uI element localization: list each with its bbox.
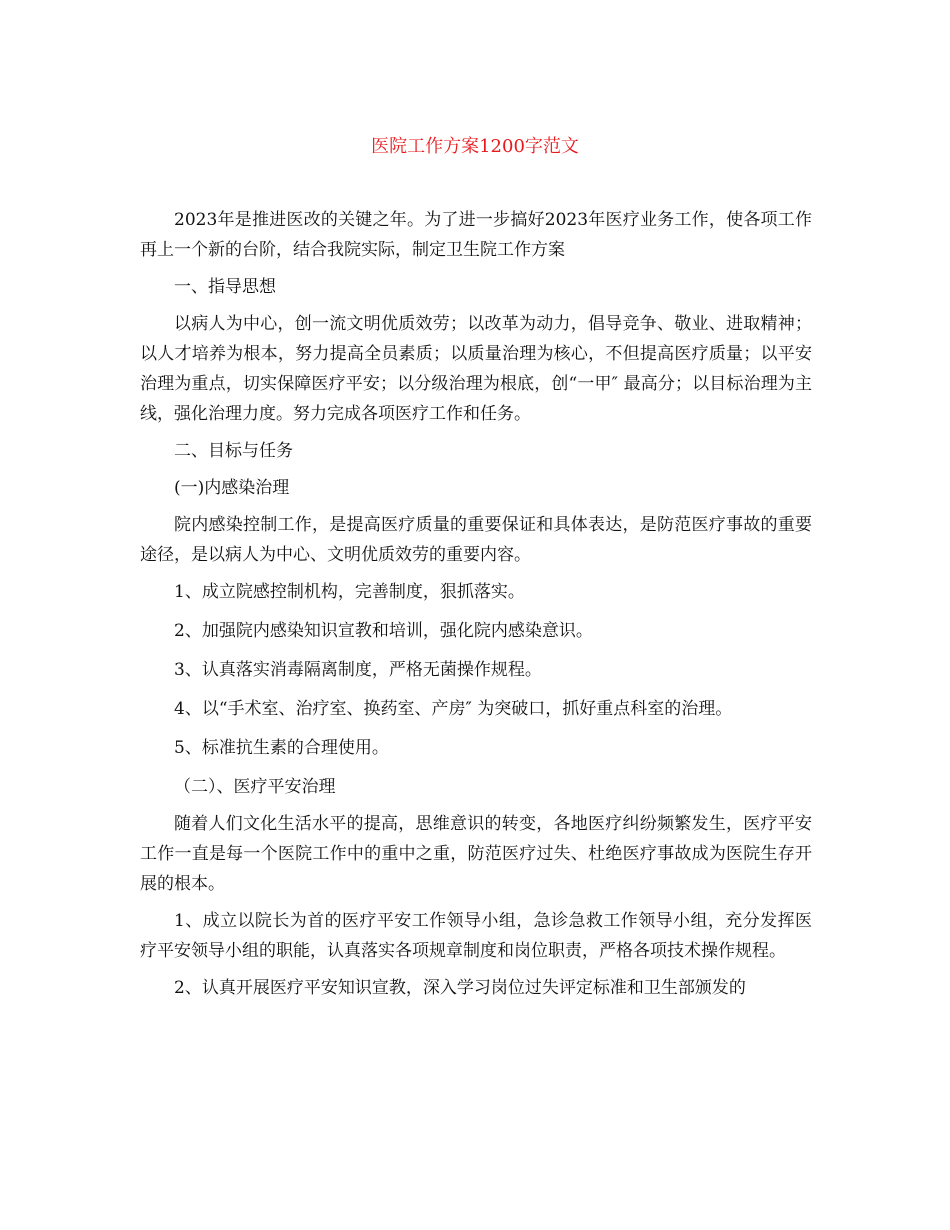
document-title: 医院工作方案1200字范文 (371, 136, 579, 157)
list-item: 3、认真落实消毒隔离制度，严格无菌操作规程。 (174, 660, 542, 680)
list-item: 5、标准抗生素的合理使用。 (174, 738, 389, 758)
intro-paragraph: 2023年是推进医改的关键之年。为了进一步搞好2023年医疗业务工作，使各项工作再上一个新的台阶，结合我院实际，制定卫生院工作方案 (140, 210, 812, 260)
subsection-heading-infection-control: (一)内感染治理 (174, 478, 290, 498)
medical-safety-paragraph: 随着人们文化生活水平的提高，思维意识的转变，各地医疗纠纷频繁发生，医疗平安工作一直是每一个医院工作中的重中之重，防范医疗过失、杜绝医疗事故成为医院生存开展的根本。 (140, 814, 812, 894)
section-heading-guiding-ideology: 一、指导思想 (174, 277, 276, 297)
infection-control-paragraph: 院内感染控制工作，是提高医疗质量的重要保证和具体表达，是防范医疗事故的重要途径，是以病人为中心、文明优质效劳的重要内容。 (140, 515, 812, 565)
list-item: 4、以“手术室、治疗室、换药室、产房″ 为突破口，抓好重点科室的治理。 (174, 699, 733, 719)
list-item: 2、认真开展医疗平安知识宣教，深入学习岗位过失评定标准和卫生部颁发的 (174, 978, 746, 998)
document-body (140, 205, 812, 1010)
section-heading-goals-tasks: 二、目标与任务 (174, 441, 293, 461)
list-item: 2、加强院内感染知识宣教和培训，强化院内感染意识。 (174, 621, 593, 641)
list-item: 1、成立以院长为首的医疗平安工作领导小组，急诊急救工作领导小组，充分发挥医疗平安领导小组的职能，认真落实各项规章制度和岗位职责，严格各项技术操作规程。 (140, 911, 812, 961)
guiding-ideology-paragraph: 以病人为中心，创一流文明优质效劳；以改革为动力，倡导竞争、敬业、进取精神；以人才培养为根本，努力提高全员素质；以质量治理为核心，不但提高医疗质量；以平安治理为重点，切实保障医疗平安；以分级治理为根底，创“一甲″ 最高分；以目标治理为主线，强化治理力度。努力完成各项医疗工作和任务。 (140, 314, 812, 424)
list-item: 1、成立院感控制机构，完善制度，狠抓落实。 (174, 582, 525, 602)
subsection-heading-medical-safety: （二）、医疗平安治理 (174, 777, 336, 797)
